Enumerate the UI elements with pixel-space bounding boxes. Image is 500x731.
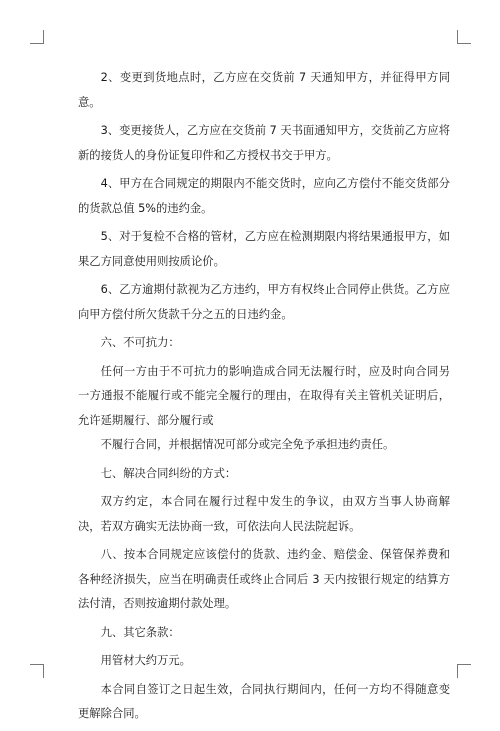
crop-mark-top-left	[30, 30, 44, 44]
clause-5: 5、对于复检不合格的管材，乙方应在检测期限内将结果通报甲方，如果乙方同意使用则按质论价。	[78, 230, 450, 268]
dispute-resolution-text: 双方约定，本合同在履行过程中发生的争议，由双方当事人协商解决，若双方确实无法协商一致，可依法向人民法院起诉。	[78, 495, 450, 533]
effective-clause: 本合同自签订之日起生效，合同执行期间内，任何一方均不得随意变更解除合同。	[78, 682, 450, 720]
other-terms-amount: 用管材大约万元。	[100, 654, 191, 667]
crop-mark-top-right	[457, 30, 471, 44]
crop-mark-bottom-left	[30, 664, 44, 678]
section-heading-dispute-resolution: 七、解决合同纠纷的方式：	[100, 466, 237, 480]
section-heading-force-majeure: 六、不可抗力：	[100, 336, 180, 349]
clause-6: 6、乙方逾期付款视为乙方违约，甲方有权终止合同停止供货。乙方应向甲方偿付所欠货款千分之五的日违约金。	[78, 283, 450, 321]
crop-mark-bottom-right	[457, 664, 471, 678]
section-heading-payment: 八、按本合同规定应该偿付的货款、违约金、赔偿金、保管保养费和各种经济损失，应当在明确责任或终止合同后 3 天内按银行规定的结算方法付清，否则按逾期付款处理。	[78, 548, 450, 610]
clause-4: 4、甲方在合同规定的期限内不能交货时，应向乙方偿付不能交货部分的货款总值 5%的违约金。	[78, 177, 450, 215]
force-majeure-text-part2: 不履行合同，并根据情况可部分或完全免予承担违约责任。	[100, 438, 395, 451]
section-heading-other-terms: 九、其它条款：	[100, 625, 180, 639]
clause-3: 3、变更接货人，乙方应在交货前 7 天书面通知甲方，交货前乙方应将新的接货人的身份证复印件和乙方授权书交于甲方。	[78, 124, 450, 162]
clause-2: 2、变更到货地点时，乙方应在交货前 7 天通知甲方，并征得甲方同意。	[78, 71, 450, 109]
document-body	[78, 66, 450, 731]
force-majeure-text-part1: 任何一方由于不可抗力的影响造成合同无法履行时，应及时向合同另一方通报不能履行或不能完全履行的理由，在取得有关主管机关证明后，允许延期履行、部分履行或	[78, 364, 450, 427]
